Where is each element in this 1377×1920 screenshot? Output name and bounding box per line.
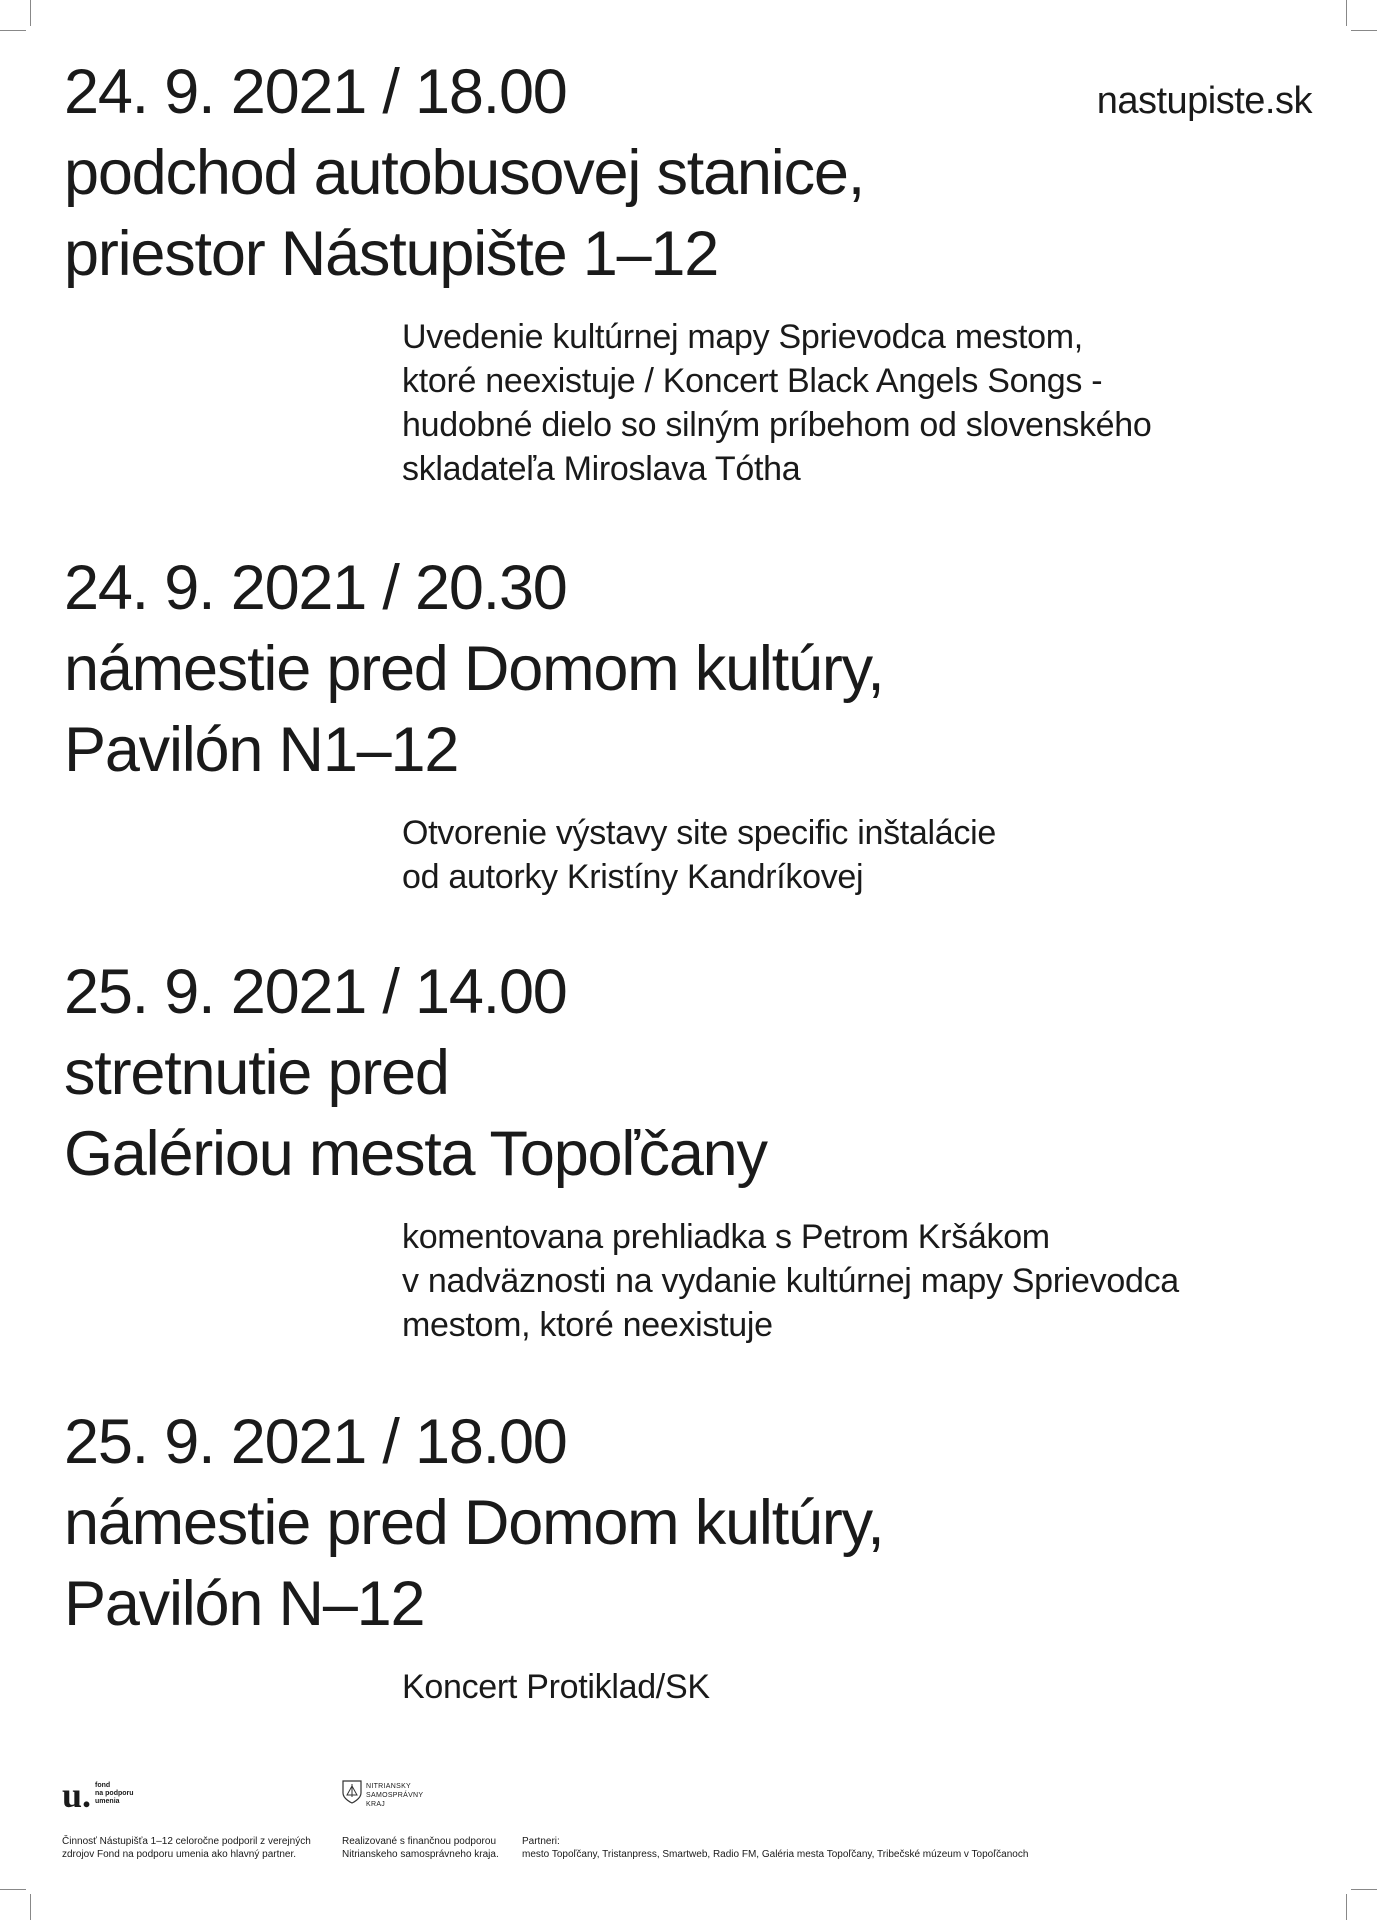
description-line: od autorky Kristíny Kandríkovej [402, 858, 864, 896]
crop-mark-bottom-left [30, 1894, 31, 1920]
crop-mark-top-right [1351, 30, 1377, 31]
event-heading [64, 548, 1314, 791]
fpu-logo-text: fond na podporu umenia [95, 1782, 134, 1805]
event-location: priestor Nástupište 1–12 [64, 219, 719, 289]
event-location: Galériou mesta Topoľčany [64, 1119, 767, 1189]
event-1 [64, 52, 1314, 491]
crop-mark-bottom-right [1346, 1894, 1347, 1920]
nitriansky-kraj-logo [342, 1780, 423, 1809]
crop-mark-top-right [1346, 0, 1347, 26]
event-datetime: 25. 9. 2021 / 14.00 [64, 957, 567, 1027]
description-line: Otvorenie výstavy site specific inštalácie [402, 814, 996, 852]
footer-funding-note: Realizované s finančnou podporou Nitrianskeho samosprávneho kraja. [342, 1836, 499, 1860]
description-line: skladateľa Miroslava Tótha [402, 450, 801, 488]
crop-mark-top-left [30, 0, 31, 26]
crop-mark-bottom-left [0, 1889, 26, 1890]
event-2 [64, 548, 1314, 899]
event-description [402, 1665, 1314, 1709]
description-line: mestom, ktoré neexistuje [402, 1306, 773, 1344]
event-location: stretnutie pred [64, 1038, 449, 1108]
footer [62, 1775, 1312, 1880]
event-heading [64, 952, 1314, 1195]
footer-partners: Partneri: mesto Topoľčany, Tristanpress, Smartweb, Radio FM, Galéria mesta Topoľčany, Tribečské múzeum v Topoľčanoch [522, 1836, 1029, 1860]
event-4 [64, 1402, 1314, 1709]
event-location: námestie pred Domom kultúry, [64, 1488, 884, 1558]
description-line: Uvedenie kultúrnej mapy Sprievodca mestom, [402, 318, 1083, 356]
event-description [402, 1215, 1314, 1347]
event-location: podchod autobusovej stanice, [64, 138, 865, 208]
nsk-logo-text: NITRIANSKY SAMOSPRÁVNY KRAJ [366, 1783, 424, 1808]
event-heading [64, 52, 1314, 295]
fond-na-podporu-umenia-logo [62, 1775, 134, 1815]
event-location: námestie pred Domom kultúry, [64, 634, 884, 704]
event-datetime: 24. 9. 2021 / 18.00 [64, 57, 567, 127]
description-line: ktoré neexistuje / Koncert Black Angels Songs - [402, 362, 1103, 400]
fpu-logo-mark: u. [62, 1775, 92, 1815]
description-line: komentovana prehliadka s Petrom Kršákom [402, 1218, 1050, 1256]
event-heading [64, 1402, 1314, 1645]
description-line: Koncert Protiklad/SK [402, 1668, 710, 1706]
crop-mark-bottom-right [1351, 1889, 1377, 1890]
website-link[interactable]: nastupiste.sk [1096, 80, 1312, 122]
event-datetime: 25. 9. 2021 / 18.00 [64, 1407, 567, 1477]
event-description [402, 811, 1314, 899]
event-location: Pavilón N1–12 [64, 715, 459, 785]
crop-mark-top-left [0, 30, 26, 31]
event-datetime: 24. 9. 2021 / 20.30 [64, 553, 567, 623]
event-description [402, 315, 1314, 491]
description-line: hudobné dielo so silným príbehom od slovenského [402, 406, 1152, 444]
description-line: v nadväznosti na vydanie kultúrnej mapy Sprievodca [402, 1262, 1179, 1300]
event-location: Pavilón N–12 [64, 1569, 425, 1639]
event-3 [64, 952, 1314, 1347]
coat-of-arms-icon [342, 1780, 362, 1804]
footer-support-note: Činnosť Nástupišťa 1–12 celoročne podporil z verejných zdrojov Fond na podporu umenia ako hlavný partner. [62, 1836, 311, 1860]
